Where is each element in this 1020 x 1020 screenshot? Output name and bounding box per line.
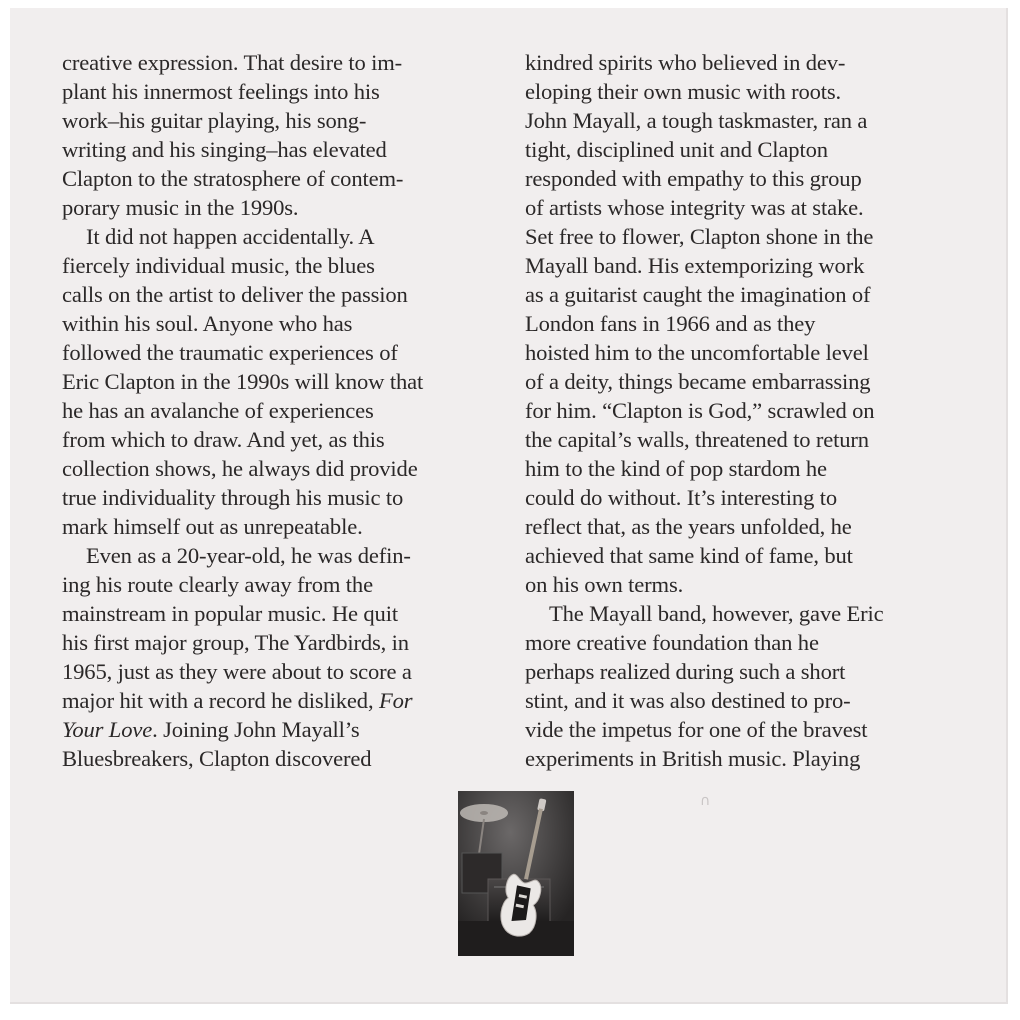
text-line: John Mayall, a tough taskmaster, ran a	[525, 108, 868, 133]
text-line: kindred spirits who believed in dev-	[525, 50, 846, 75]
text-line: work–his guitar playing, his song-	[62, 108, 367, 133]
text-line: hoisted him to the uncomfortable level	[525, 340, 869, 365]
text-line: he has an avalanche of experiences	[62, 398, 374, 423]
text-line: more creative foundation than he	[525, 630, 819, 655]
text-line: the capital’s walls, threatened to return	[525, 427, 869, 452]
paragraph-start-line: Even as a 20-year-old, he was defin-	[86, 543, 411, 568]
text-line: could do without. It’s interesting to	[525, 485, 837, 510]
text-line: experiments in British music. Playing	[525, 746, 861, 771]
text-line: followed the traumatic experiences of	[62, 340, 398, 365]
guitar-photo-illustration	[458, 791, 574, 956]
text-line: eloping their own music with roots.	[525, 79, 842, 104]
text-line: Mayall band. His extemporizing work	[525, 253, 865, 278]
song-title-italic: Your Love	[62, 717, 153, 742]
text-line: fiercely individual music, the blues	[62, 253, 375, 278]
text-line: reflect that, as the years unfolded, he	[525, 514, 852, 539]
booklet-page	[10, 8, 1008, 1004]
right-text-column	[525, 48, 983, 773]
text-line: mark himself out as unrepeatable.	[62, 514, 363, 539]
text-line: 1965, just as they were about to score a	[62, 659, 412, 684]
text-segment: major hit with a record he disliked,	[62, 688, 374, 713]
text-line: responded with empathy to this group	[525, 166, 862, 191]
text-line: for him. “Clapton is God,” scrawled on	[525, 398, 875, 423]
paragraph-start-line: It did not happen accidentally. A	[86, 224, 375, 249]
text-line: London fans in 1966 and as they	[525, 311, 816, 336]
text-line: porary music in the 1990s.	[62, 195, 299, 220]
left-text-column	[62, 48, 514, 773]
text-line: perhaps realized during such a short	[525, 659, 846, 684]
text-segment: . Joining John Mayall’s	[152, 717, 360, 742]
text-line: plant his innermost feelings into his	[62, 79, 380, 104]
text-line: collection shows, he always did provide	[62, 456, 418, 481]
text-line: stint, and it was also destined to pro-	[525, 688, 851, 713]
text-line: creative expression. That desire to im-	[62, 50, 403, 75]
text-line: him to the kind of pop stardom he	[525, 456, 827, 481]
text-line: within his soul. Anyone who has	[62, 311, 353, 336]
text-line: true individuality through his music to	[62, 485, 404, 510]
text-line: calls on the artist to deliver the passion	[62, 282, 408, 307]
text-line: Set free to flower, Clapton shone in the	[525, 224, 874, 249]
text-line: vide the impetus for one of the bravest	[525, 717, 868, 742]
text-line: from which to draw. And yet, as this	[62, 427, 385, 452]
text-line: on his own terms.	[525, 572, 684, 597]
text-line: tight, disciplined unit and Clapton	[525, 137, 828, 162]
text-line	[62, 686, 514, 715]
guitar-photo	[458, 791, 574, 956]
text-line: of a deity, things became embarrassing	[525, 369, 871, 394]
song-title-italic: For	[378, 688, 413, 713]
text-line: ing his route clearly away from the	[62, 572, 373, 597]
text-line: as a guitarist caught the imagination of	[525, 282, 871, 307]
text-line: writing and his singing–has elevated	[62, 137, 387, 162]
paragraph-start-line: The Mayall band, however, gave Eric	[549, 601, 884, 626]
text-line: mainstream in popular music. He quit	[62, 601, 398, 626]
scan-speck: ∩	[700, 793, 711, 809]
text-line: of artists whose integrity was at stake.	[525, 195, 864, 220]
text-line: achieved that same kind of fame, but	[525, 543, 853, 568]
text-line	[62, 715, 514, 744]
text-line: his first major group, The Yardbirds, in	[62, 630, 409, 655]
text-line: Clapton to the stratosphere of contem-	[62, 166, 404, 191]
text-line: Bluesbreakers, Clapton discovered	[62, 746, 372, 771]
cymbal-bell	[480, 811, 488, 815]
text-line: Eric Clapton in the 1990s will know that	[62, 369, 424, 394]
